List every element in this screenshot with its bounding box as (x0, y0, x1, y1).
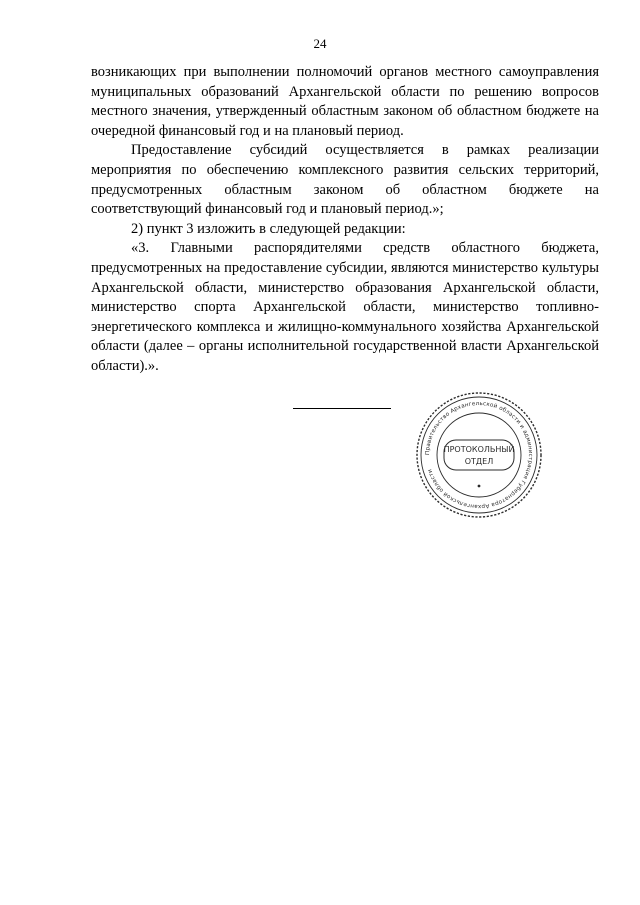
stamp-seal-graphic (414, 390, 544, 520)
page-number: 24 (313, 36, 327, 51)
document-body (91, 63, 599, 377)
paragraph-point-3-intro: 2) пункт 3 изложить в следующей редакции: (131, 220, 406, 237)
official-stamp (414, 390, 544, 520)
signature-line (293, 408, 391, 409)
paragraph-point-3-text: «3. Главными распорядителями средств областного бюджета, предусмотренных на предоставление субсидии, являются министерство культуры Архангельской области, министерство образования Архангельской области, министерство спорта Архангельской области, министерство топливно-энергетического комплекса и жилищно-коммунального хозяйства Архангельской области (далее – органы исполнительной государственной власти Архангельской области).». (91, 240, 599, 374)
paragraph-continuation: возникающих при выполнении полномочий органов местного самоуправления муниципальных образований Архангельской области по решению вопросов местного значения, утвержденный областным законом об областном бюджете на очередной финансовый год и на плановый период. (91, 64, 599, 139)
stamp-center-line-1: ПРОТОКОЛЬНЫЙ (443, 445, 515, 454)
stamp-ring-text: Правительство Архангельской области и администрация Губернатора Архангельской области (424, 400, 534, 510)
stamp-center-line-2: ОТДЕЛ (464, 457, 494, 466)
paragraph-subsidies: Предоставление субсидий осуществляется в рамках реализации мероприятия по обеспечению комплексного развития сельских территорий, предусмотренных областным законом об областном бюджете на соответствующий финансовый год и плановый период.»; (91, 142, 599, 218)
svg-text:Правительство Архангельской об (425, 401, 533, 509)
